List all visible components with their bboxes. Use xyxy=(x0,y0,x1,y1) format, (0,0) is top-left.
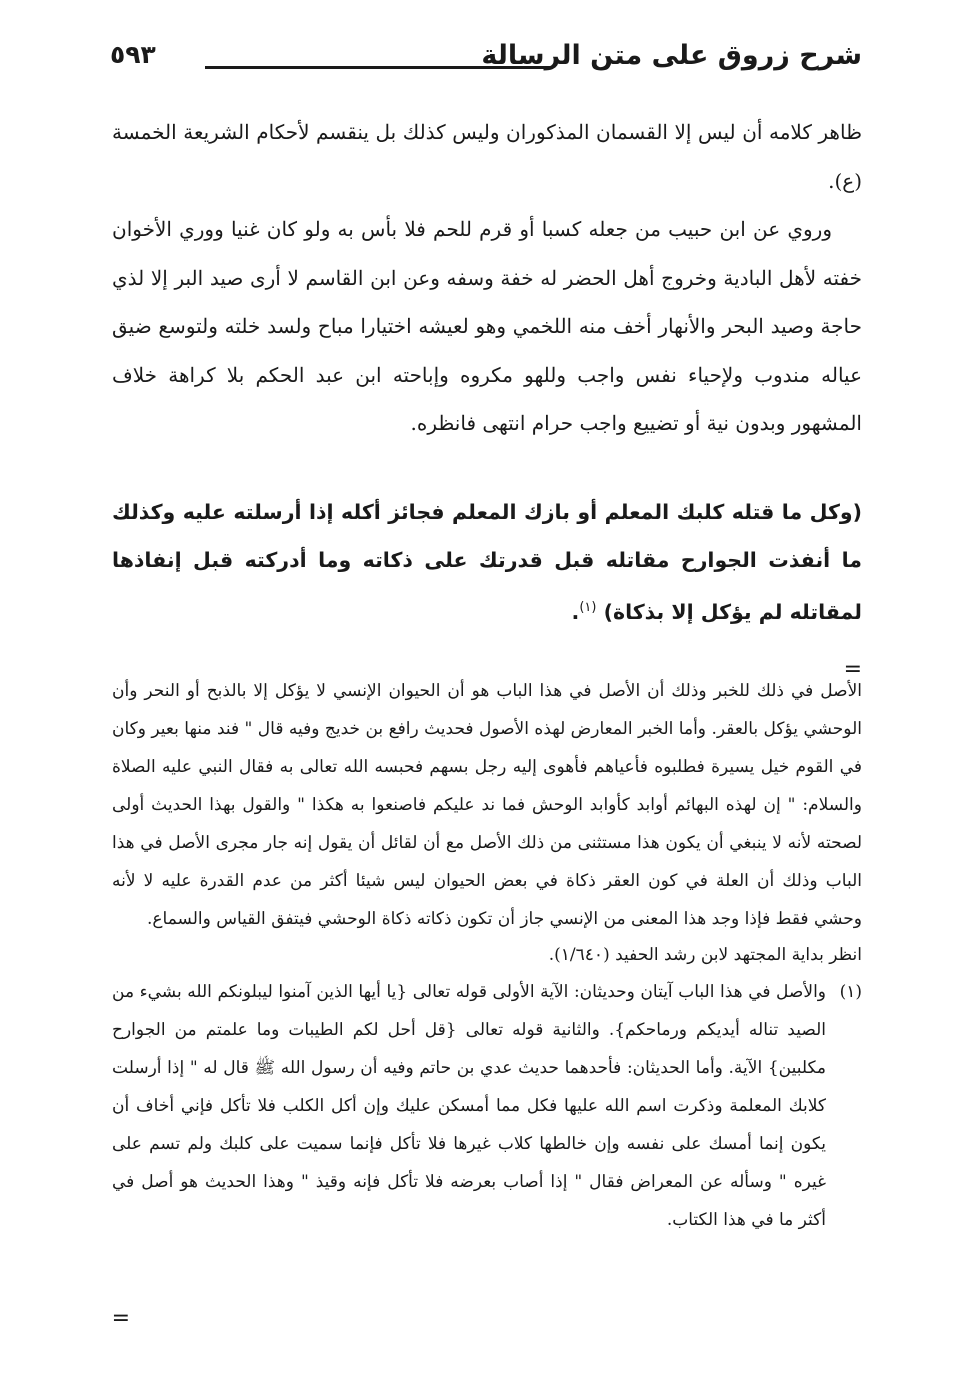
page-header xyxy=(110,38,862,88)
commentary-text xyxy=(112,108,862,448)
footnote-continuation: الأصل في ذلك للخبر وذلك أن الأصل في هذا الباب هو أن الحيوان الإنسي لا يؤكل إلا بالذبح أو النحر وأن الوحشي يؤكل بالعقر. وأما الخبر المعارض لهذه الأصول فحديث رافع بن خديج وفيه قال " فند منها بعير وكان في القوم خيل يسيرة فطلبوه فأعياهم فأهوى إليه رجل بسهم فحبسه الله تعالى به فقال النبي عليه الصلاة والسلام: " إن لهذه البهائم أوابد كأوابد الوحش فما ند عليكم فاصنعوا به هكذا " والقول بهذا الحديث أولى لصحته لأنه لا ينبغي أن يكون هذا مستثنى من ذلك الأصل مع أن لقائل أن يقول إنه جار مجرى الأصل في هذا الباب وذلك أن العلة في كون العقر ذكاة في بعض الحيوان ليس شيئا أكثر من عدم القدرة عليه لا لأنه وحشي فقط فإذا وجد هذا المعنى من الإنسي جاز أن تكون ذكاته ذكاة الوحشي فيتفق القياس والسماع. xyxy=(112,681,862,929)
commentary-paragraph-1: ظاهر كلامه أن ليس إلا القسمان المذكوران وليس كذلك بل ينقسم لأحكام الشريعة الخمسة (ع). xyxy=(112,120,862,193)
footnote-separator-bottom: = xyxy=(111,1306,130,1331)
page-number: ٥٩٣ xyxy=(110,40,156,69)
footnotes xyxy=(112,672,862,1239)
footnote-1-number: (١) xyxy=(839,982,862,1002)
footnote-source: انظر بداية المجتهد لابن رشد الحفيد (١/٦٤٠). xyxy=(548,945,862,965)
running-title: شرح زروق على متن الرسالة xyxy=(481,40,862,71)
header-rule xyxy=(205,66,550,69)
footnote-separator-top: = xyxy=(843,657,862,682)
footnote-1-text: والأصل في هذا الباب آيتان وحديثان: الآية الأولى قوله تعالى {يا أيها الذين آمنوا ليبلونكم الله بشيء من الصيد تناله أيديكم ورماحكم}. والثانية قوله تعالى {قل أحل لكم الطيبات وما علمتم من الجوارح مكلبين} الآية. وأما الحديثان: فأحدهما حديث عدي بن حاتم وفيه أن رسول الله ﷺ قال له " إذا أرسلت كلابك المعلمة وذكرت اسم الله عليها فكل مما أمسكن عليك وإن أكل الكلب فلا تأكل فإني أخاف أن يكون إنما أمسك على نفسه وإن خالطها كلاب غيرها فلا تأكل فإنما سميت على كلبك ولم تسم على غيره " وسأله عن المعراض فقال " إذا أصاب بعرضه فلا تأكل فإنه وقيذ " وهذا الحديث هو أصل في أكثر ما في هذا الكتاب. xyxy=(112,982,826,1230)
matn-text xyxy=(112,488,862,636)
matn-end: . xyxy=(571,599,580,624)
matn-body: (وكل ما قتله كلبك المعلم أو بازك المعلم فجائز أكله إذا أرسلته عليه وكذلك ما أنفذت الجوارح مقاتله قبل قدرتك على ذكاته وما أدركته قبل إنفاذها لمقاتله لم يؤكل إلا بذكاة) xyxy=(112,500,862,624)
matn-paragraph xyxy=(112,488,862,636)
commentary-paragraph-2: وروي عن ابن حبيب من جعله كسبا أو قرم للحم فلا بأس به ولو كان غنيا ووري الأخوان خفته لأهل البادية وخروج أهل الحضر له خفة وسفه وعن ابن القاسم لا أرى صيد البر إلا لذي حاجة وصيد البحر والأنهار أخف منه اللخمي وهو لعيشه اختيارا مباح ولسد خلته ولتوسع ضيق عياله مندوب ولإحياء نفس واجب وللهو مكروه وإباحته ابن عبد الحكم بلا كراهة خلاف المشهور وبدون نية أو تضييع واجب حرام انتهى فانظره. xyxy=(112,217,863,435)
footnote-reference: (١) xyxy=(579,600,597,615)
footnote-1 xyxy=(112,973,862,1239)
